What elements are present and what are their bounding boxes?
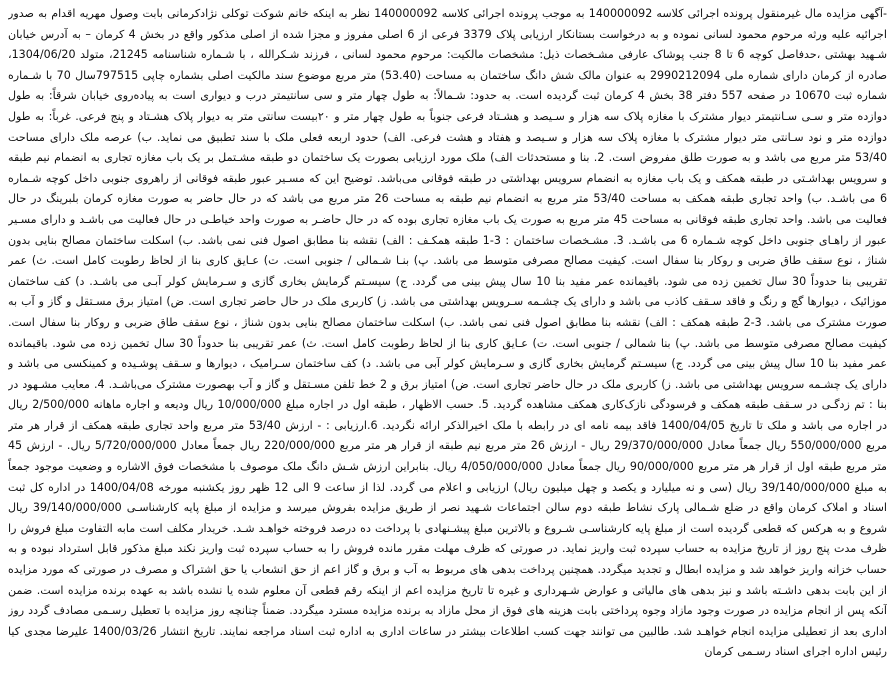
- auction-notice-text: -آگهی مزایده مال غیرمنقول پرونده اجرائی کلاسه 140000092 به موجب پرونده اجرائی کلاسه 140000092 نظر به اینکه خانم شوکت توکلی نژادکرمانی بابت وصول مهریه اقدام به صدور اجرائیه علیه ورثه مرحوم محمود لسانی نموده و به درخواست بستانکار ارزیابی پلاک 3379 فرعی از 6 اصلی مفروز و مجزا شده از اصلی مذکور واقع در بخش 4 کرمان – به آدرس خیابان شـهید بهشتی ،حدفاصل کوچه 6 تا 8 جنب پوشاک عارفی مشـخصات ذیل: مشخصات مالکیت: مرحوم محمود لسانی ، فرزند شـکرالله ، با شـماره شناسنامه 21245، متولد 1304/06/20، صادره از کرمان دارای شماره ملی 2990212094 به عنوان مالک شش دانگ ساختمان به مساحت (53.40) متر مربع موضوع سند مالکیت اصلی بشماره چاپی 797515سال 70 با شـماره شماره ثبت 10670 در صفحه 557 دفتر 38 بخش 4 کرمان ثبت گردیده است. به حدود: شـمالاً: به طول چهار متر و سی سانتیمتر درب و دیواری است به پیاده‌روی خیابان شرقاً: به طول دوازده متر و سـی سـانتیمتر دیوار مشترک با مغازه پلاک سه هزار و سـیصد و هشـتاد فرعی جنوباً به طول چهار متر و ۲۰بیست سانتی متر به دیوار پلاک هشـتاد و پنج فرعی. غرباً: به طول دوازده متر و نود سـانتی متر دیوار مشترک با مغازه پلاک سه هزار و سـیصد و هفتاد و هشت فرعی. الف) حدود اربعه فعلی ملک با سند تطبیق می نماید. ب) عرصه ملک دارای مساحت 53/40 متر مربع می باشد و به صورت طلق مفروض است. 2. بنا و مستحدثات الف) ملک مورد ارزیابی بصورت یک ساختمان دو طبقه مشـتمل بر یک باب مغازه تجاری به انضمام نیم طبقه و سرویس بهداشـتی در طبقه همکف و یک باب مغازه به انضمام سرویس بهداشتی در طبقه فوقانی می‌باشد. توضیح این که مسـیر عبور طبقه فوقانی از راهروی جنوبی داخل کوچه شـماره 6 می باشـد. ب) واحد تجاری طبقه همکف به مساحت 53/40 متر مربع به انضمام نیم طبقه به مساحت 26 متر مربع می باشد که در حال حاضر به صورت مغازه کرمان بلبرینگ در حال فعالیت می باشد. واحد تجاری طبقه فوقانی به مساحت 45 متر مربع به صورت یک باب مغازه تجاری بوده که در حال حاضـر به صورت واحد خیاطـی در حال فعالیت می باشـد و دارای مسـیر عبور از راهـای جنوبی داخل کوچه شـماره 6 می باشـد. 3. مشـخصات ساختمان : 3-1 طبقه همکـف : الف) نقشه بنا مطابق اصول فنی نمی باشد. ب) اسکلت ساختمان مصالح بنایی بدون شناژ ، نوع سقف طاق ضربی و روکار بنا سفال است. کیفیت مصالح مصرفی متوسط می باشد. پ) بنـا شـمالی / جنوبی است. ت) عـایق کاری بنا از لحاظ رطوبت کامل است. ث) عمر تقریبی بنا حدوداً 30 سال تخمین زده می شود. باقیمانده عمر مفید بنا 10 سال پیش بینی می گردد. ج) سیسـتم گرمایش بخاری گازی و سـرمایش کولر آبـی می باشـد. د) کف ساختمان موزائیک ، دیوارها گچ و رنگ و فاقد سـقف کاذب می باشد و دارای یک چشـمه سـرویس بهداشتی می باشد. ز) کاربری ملک در حال حاضر تجاری است. ض) امتیاز برق مسـتقل و گاز و آب به صورت مشترک می باشد. 3-2 طبقه همکف : الف) نقشه بنا مطابق اصول فنی نمی باشد. ب) اسکلت ساختمان مصالح بنایی بدون شناژ ، نوع سقف طاق ضربی و روکار بنا سفال است. کیفیت مصالح مصرفی متوسط می باشد. پ) بنا شمالی / جنوبی است. ت) عـایق کاری بنا از لحاظ رطوبت کامل است. ث) عمر تقریبی بنا حدوداً 30 سال تخمین زده می شود. باقیمانده عمر مفید بنا 10 سال پیش بینی می گردد. ج) سیسـتم گرمایش بخاری گازی و سـرمایش کولر آبی می باشد. د) کف ساختمان سـرامیک ، دیوارها و سـقف پوشـیده و کمینکسی می باشد و دارای یک چشـمه سرویس بهداشتی می باشد. ز) کاربری ملک در حال حاضر تجاری است. ض) امتیاز برق و 2 خط تلفن مسـتقل و گاز و آب بهصورت مشترک می‌باشـد. 4. معایب مشـهود در بنا : تم زدگـی در سـقف طبقه همکف و فرسودگی نازک‌کاری همکف مشاهده گردید. 5. حسب الاظهار ، طبقه اول در اجاره مبلغ 10/000/000 ریال ودیعه و اجاره ماهانه 2/500/000 ریال در اجاره می باشد و ملک تا تاریخ 1400/04/05 فاقد بیمه نامه ای در رابطه با ملک اخیرالذکر ارائه نگردید. 6.ارزیابی : - ارزش 53/40 متر مربع واحد تجاری طبقه همکف از قرار هر متر مربع 550/000/000 ریال جمعاً معادل 29/370/000/000 ریال - ارزش 26 متر مربع نیم طبقه از قرار هر متر مربع 220/000/000 ریال جمعاً معادل 5/720/000/000 ریال. - ارزش 45 متر مربع طبقه اول از قرار هر متر مربع 90/000/000 ریال جمعاً معادل 4/050/000/000 ریال. بنابراین ارزش شـش دانگ ملک موصوف با مشخصات فوق الاشاره و وضعیت موجود جمعاً به مبلغ 39/140/000/000 ریال (سی و نه میلیارد و یکصد و چهل میلیون ریال) ارزیابی و اعلام می گردد. لذا از ساعت 9 الی 12 ظهر روز یکشنبه مورخه 1400/04/08 در اداره کل ثبت اسناد و املاک کرمان واقع در ضلع شـمالی پارک نشاط طبقه دوم سالن اجتماعات شـهید نصر از طریق مزایده بفروش میرسد و مزایده از مبلغ پایه کارشناسـی 39/140/000/000 ریال شروع و به هرکس که قطعی گردیده است از مبلغ پایه کارشناسـی شـروع و بالاترین مبلغ پیشـنهادی با پرداخت ده درصد فروخته خواهـد شـد. خریدار مکلف است مابه التفاوت مبلغ فروش را ظرف مدت پنج روز از تاریخ مزایده به حساب سپرده ثبت واریز نماید. در صورتی که ظرف مهلت مقرر مانده فروش را به حساب سپرده ثبت واریز نکند مبلغ مذکور قابل استرداد نبوده و به حساب خزانه واریز خواهد شد و مزایده ابطال و تجدید میگردد. همچنین پرداخت بدهی های مربوط به آب و برق و گاز اعم از حق انشعاب یا حق اشتراک و مصرف در صورتی که مورد مزایده از این بابت بدهی داشـته باشد و نیز بدهی های مالیاتی و عوارض شـهرداری و غیره تا تاریخ مزایده اعم از اینکه رقم قطعی آن معلوم شده یا نشده باشد به عهده برنده مزایده است. ضمن آنکه پس از انجام مزایده در صورت وجود مازاد وجوه پرداختی بابت هزینه های فوق از محل مازاد به برنده مزایده مسترد میگردد. ضمناً چنانچه روز مزایده با تعطیل رسـمی مصادف گردد روز اداری بعد از تعطیلی مزایده انجام خواهـد شد. طالبین می توانند جهت کسب اطلاعات بیشتر در ساعات اداری به اداره ثبت اسناد مراجعه نمایند. تاریخ انتشار 1400/03/26 علیرضا مجدی کیا رئیس اداره اجرای اسناد رسـمی کرمان: [8, 7, 887, 659]
- page: [8, 4, 887, 667]
